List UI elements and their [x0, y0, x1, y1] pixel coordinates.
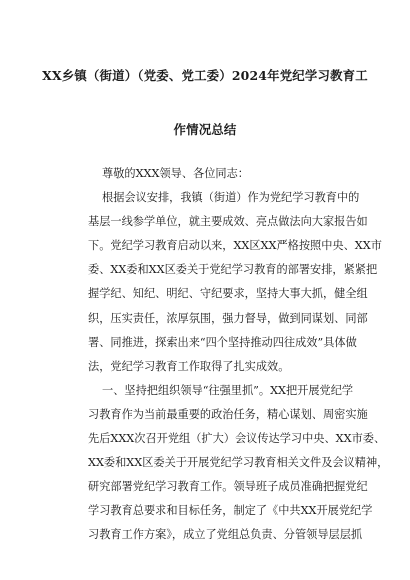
document-title-line-2: 作情况总结 — [173, 122, 237, 137]
paragraph-line: 先后XXX次召开党组（扩大）会议传达学习中央、XX市委、 — [88, 432, 386, 446]
paragraph-line: 织，压实责任，浓厚氛围，强力督导，做到同谋划、同部 — [88, 311, 368, 325]
paragraph-line: 一、坚持把组织领导“往强里抓”。XX把开展党纪学 — [102, 383, 354, 397]
paragraph-line: 署、同推进，探索出来“四个坚持推动四往成效”具体做 — [88, 335, 357, 349]
paragraph-line: XX委和XX区委关于开展党纪学习教育相关文件及会议精神， — [88, 456, 389, 470]
paragraph-line: 委、XX委和XX区委关于党纪学习教育的部署安排，紧紧把 — [88, 263, 378, 277]
paragraph-line: 研究部署党纪学习教育工作。领导班子成员准确把握党纪 — [88, 480, 368, 494]
paragraph-line: 习教育工作方案》，成立了党组总负责、分管领导层层抓 — [88, 528, 363, 542]
paragraph-line: 法，党纪学习教育工作取得了扎实成效。 — [88, 359, 290, 373]
paragraph-line: 学习教育总要求和目标任务，制定了《中共XX开展党纪学 — [88, 504, 373, 518]
salutation: 尊敬的XXX领导、各位同志： — [102, 167, 249, 180]
document-title-line-1: XX乡镇（街道）（党委、党工委）2024年党纪学习教育工 — [42, 68, 368, 83]
paragraph-line: 下。党纪学习教育启动以来，XX区XX严格按照中央、XX市 — [88, 239, 382, 253]
paragraph-line: 握学纪、知纪、明纪、守纪要求，坚持大事大抓，健全组 — [88, 287, 368, 301]
paragraph-line: 基层一线参学单位，就主要成效、亮点做法向大家报告如 — [88, 215, 368, 229]
paragraph-line: 根据会议安排，我镇（街道）作为党纪学习教育中的 — [102, 191, 360, 205]
document-body — [88, 162, 389, 548]
paragraph-line: 习教育作为当前最重要的政治任务，精心谋划、周密实施 — [88, 407, 368, 421]
